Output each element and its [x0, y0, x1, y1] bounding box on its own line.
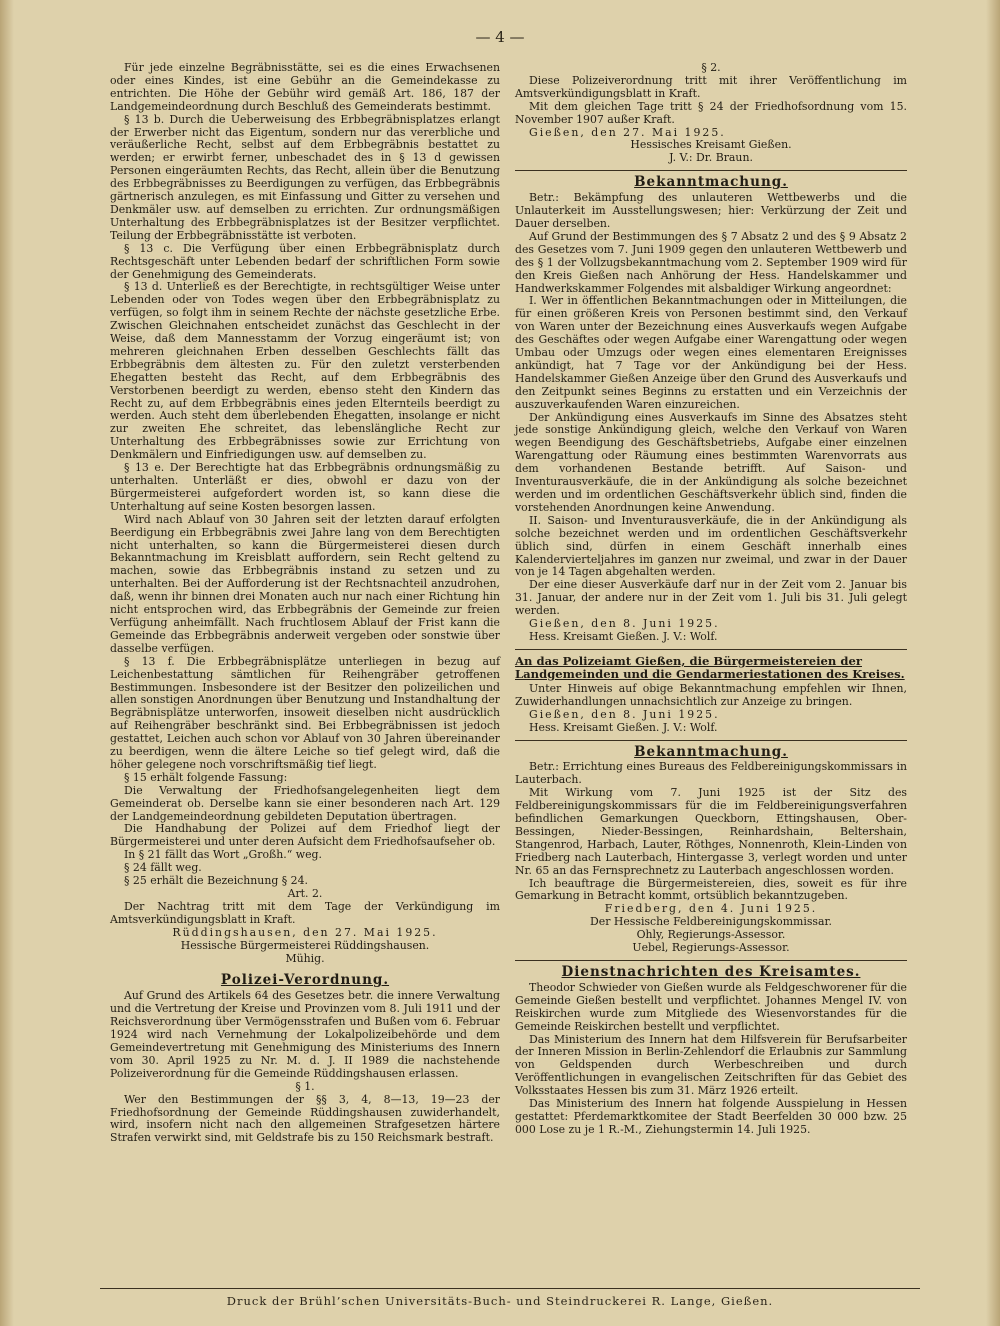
printer-footer: Druck der Brühl’schen Universitäts-Buch- und Steindruckerei R. Lange, Gießen. [226, 1294, 774, 1308]
paragraph: § 25 erhält die Bezeichnung § 24. [124, 874, 308, 888]
paragraph: § 15 erhält folgende Fassung: [124, 770, 288, 784]
section-divider [515, 170, 907, 171]
section-divider [515, 960, 907, 961]
paragraph: § 13 e. Der Berechtigte hat das Erbbegräbnis ordnungsmäßig zu unterhalten. Unterläßt er dies, obwohl er dazu von der Bürgermeisterei aufgefordert worden ist, so kann diese die Unterhaltung auf seine Kosten besorgen lassen. [110, 461, 500, 513]
paragraph: Gießen, den 27. Mai 1925. [529, 125, 726, 139]
paragraph: Mit Wirkung vom 7. Juni 1925 ist der Sitz des Feldbereinigungskommissars für die im Feldbereinigungsverfahren befindlichen Gemarkungen Queckborn, Ettingshausen, Ober-Bessingen, Nieder-Bessingen, Reinhardshain, Beltershain, Stangenrod, Harbach, Lauter, Röthges, Nonnenroth, Klein-Linden von Friedberg nach Lauterbach, Hintergasse 3, verlegt worden und unter Nr. 65 an das Fernsprechnetz zu Lauterbach angeschlossen worden. [515, 786, 907, 877]
paragraph: Wer den Bestimmungen der §§ 3, 4, 8—13, 19—23 der Friedhofsordnung der Gemeinde Rüddingshausen zuwiderhandelt, wird, insofern nicht nach den allgemeinen Strafgesetzen härtere Strafen verwirkt sind, mit Geldstrafe bis zu 150 Reichsmark bestraft. [110, 1092, 500, 1145]
section-heading: Bekanntmachung. [634, 174, 788, 191]
paragraph: In § 21 fällt das Wort „Großh.“ weg. [124, 848, 322, 862]
centered-line: § 2. [701, 61, 721, 74]
centered-line: Hessische Bürgermeisterei Rüddingshausen. [180, 938, 430, 952]
paragraph: Mit dem gleichen Tage tritt § 24 der Friedhofsordnung vom 15. November 1907 außer Kraft. [515, 99, 907, 126]
paragraph: § 24 fällt weg. [124, 861, 202, 875]
centered-line: Uebel, Regierungs-Assessor. [632, 941, 790, 955]
paragraph: Theodor Schwieder von Gießen wurde als Feldgeschworener für die Gemeinde Gießen bestellt und verpflichtet. Johannes Mengel IV. von Reiskirchen wurde zum Mitgliede des Wiesenvorstandes für die Gemeinde Reiskirchen bestellt und verpflichtet. [515, 980, 907, 1033]
paragraph: II. Saison- und Inventurausverkäufe, die in der Ankündigung als solche bezeichnet werden und im ordentlichen Geschäftsverkehr üblich sind, dürfen in einem Geschäft innerhalb eines Kalendervierteljahres im ganzen nur zweimal, und zwar in der Dauer von je 14 Tagen abgehalten werden. [515, 513, 907, 579]
paragraph: § 13 f. Die Erbbegräbnisplätze unterliegen in bezug auf Leichenbestattung sämtlichen für Reihengräber getroffenen Bestimmungen. Insbesondere ist der Besitzer den polizeilichen und allen sonstigen Anordnungen über Benutzung und Instandhaltung der Begräbnisplätze unterworfen, insoweit dieselben nicht ausdrücklich auf Reihengräber beschränkt sind. Bei Erbbegräbnissen ist jedoch gestattet, Leichen auch schon vor Ablauf von 30 Jahren übereinander zu beerdigen, wenn die ältere Leiche so tief gelegt wird, daß die höher gelegene noch vorschriftsmäßig tief liegt. [110, 654, 500, 771]
paragraph: Der eine dieser Ausverkäufe darf nur in der Zeit vom 2. Januar bis 31. Januar, der andere nur in der Zeit vom 1. Juli bis 31. Juli gelegt werden. [515, 578, 907, 618]
paragraph: Für jede einzelne Begräbnisstätte, sei es die eines Erwachsenen oder eines Kindes, ist eine Gebühr an die Gemeindekasse zu entrichten. Die Höhe der Gebühr wird gemäß Art. 186, 187 der Landgemeindeordnung durch Beschluß des Gemeinderats bestimmt. [110, 61, 500, 113]
paragraph: Die Verwaltung der Friedhofsangelegenheiten liegt dem Gemeinderat ob. Derselbe kann sie einer besonderen nach Art. 129 der Landgemeindeordnung gebildeten Deputation übertragen. [110, 783, 500, 823]
page-number: — 4 — [475, 28, 525, 46]
paragraph: Gießen, den 8. Juni 1925. [529, 707, 720, 721]
paragraph: I. Wer in öffentlichen Bekanntmachungen oder in Mitteilungen, die für einen größeren Kreis von Personen bestimmt sind, den Verkauf von Waren unter der Bezeichnung eines Ausverkaufs wegen Aufgabe des Geschäftes oder wegen Aufgabe einer Warengattung oder wegen Umbau oder Umzugs oder wegen eines elementaren Ereignisses ankündigt, hat 7 Tage vor der Ankündigung bei der Hess. Handelskammer Gießen Anzeige über den Grund des Ausverkaufs und den Zeitpunkt seines Beginns zu erstatten und ein Verzeichnis der auszuverkaufenden Waren einzureichen. [515, 294, 907, 411]
paragraph: Auf Grund des Artikels 64 des Gesetzes betr. die innere Verwaltung und die Vertretung der Kreise und Provinzen vom 8. Juli 1911 und der Reichsverordnung über Vermögensstrafen und Bußen vom 6. Februar 1924 wird nach Vernehmung der Lokalpolizeibehörde und dem Gemeindevertretung mit Genehmigung des Ministeriums des Innern vom 30. April 1925 zu Nr. M. d. J. II 1989 die nachstehende Polizeiverordnung für die Gemeinde Rüddingshausen erlassen. [110, 989, 500, 1080]
paragraph: Betr.: Errichtung eines Bureaus des Feldbereinigungskommissars in Lauterbach. [515, 760, 907, 787]
paragraph: § 13 d. Unterließ es der Berechtigte, in rechtsgültiger Weise unter Lebenden oder von Todes wegen über den Erbbegräbnisplatz zu verfügen, so folgt ihm in seinem Rechte der nächste gesetzliche Erbe. Zwischen Gleichnahen entscheidet zunächst das Geschlecht in der Weise, daß dem Mannesstamm der Vorzug eingeräumt ist; von mehreren gleichnahen Erben desselben Geschlechts fällt das Erbbegräbnis dem ältesten zu. Für den zuletzt versterbenden Ehegatten besteht das Recht, auf dem Erbbegräbnis des Verstorbenen beerdigt zu werden, ebenso steht den Kindern das Recht zu, auf dem Erbbegräbnis eines jeden Elternteils beerdigt zu werden. Auch steht dem überlebenden Ehegatten, insolange er nicht zur zweiten Ehe schreitet, das lebenslängliche Recht zur Unterhaltung des Erbbegräbnisses sowie zur Errichtung von Denkmälern und Einfriedigungen usw. auf demselben zu. [110, 280, 500, 462]
paragraph: § 13 c. Die Verfügung über einen Erbbegräbnisplatz durch Rechtsgeschäft unter Lebenden bedarf der schriftlichen Form sowie der Genehmigung des Gemeinderats. [110, 241, 500, 281]
section-heading: Dienstnachrichten des Kreisamtes. [561, 964, 861, 980]
centered-line: Hessisches Kreisamt Gießen. [630, 138, 792, 152]
footer-rule [100, 1288, 920, 1289]
paragraph: Hess. Kreisamt Gießen. J. V.: Wolf. [529, 720, 718, 734]
centered-line: Mühig. [285, 951, 325, 965]
paragraph: Betr.: Bekämpfung des unlauteren Wettbewerbs und die Unlauterkeit im Ausstellungswesen; hier: Verkürzung der Zeit und Dauer derselben. [515, 191, 907, 230]
paragraph: Hess. Kreisamt Gießen. J. V.: Wolf. [529, 629, 718, 643]
section-heading: Bekanntmachung. [634, 743, 788, 760]
section-divider [515, 649, 907, 650]
section-divider [515, 740, 907, 741]
paragraph: Auf Grund der Bestimmungen des § 7 Absatz 2 und des § 9 Absatz 2 des Gesetzes vom 7. Juni 1909 gegen den unlauteren Wettbewerb und des § 1 der Vollzugsbekanntmachung vom 2. September 1909 wird für den Kreis Gießen nach Anhörung der Hess. Handelskammer und Handwerkskammer Folgendes mit alsbaldiger Wirkung angeordnet: [515, 229, 907, 295]
centered-line: J. V.: Dr. Braun. [669, 151, 753, 165]
spacer [110, 965, 500, 969]
address-heading: An das Polizeiamt Gießen, die Bürgermeistereien der Landgemeinden und die Gendarmeriestationen des Kreises. [515, 653, 905, 681]
paragraph: Unter Hinweis auf obige Bekanntmachung empfehlen wir Ihnen, Zuwiderhandlungen unnachsichtlich zur Anzeige zu bringen. [515, 681, 907, 708]
left-column [110, 62, 500, 1145]
centered-line: Rüddingshausen, den 27. Mai 1925. [172, 925, 438, 939]
paragraph: Der Ankündigung eines Ausverkaufs im Sinne des Absatzes steht jede sonstige Ankündigung gleich, welche den Verkauf von Waren wegen Beendigung des Geschäftsbetriebs, Aufgabe einer einzelnen Warengattung oder Räumung eines bestimmten Warenvorrats aus dem vorhandenen Bestande betrifft. Auf Saison- und Inventurausverkäufe, die in der Ankündigung als solche bezeichnet werden und im ordentlichen Geschäftsverkehr üblich sind, finden die vorstehenden Anordnungen keine Anwendung. [515, 410, 907, 514]
paragraph: Wird nach Ablauf von 30 Jahren seit der letzten darauf erfolgten Beerdigung ein Erbbegräbnis zwei Jahre lang von dem Berechtigten nicht unterhalten, so kann die Bürgermeisterei diesen durch Bekanntmachung im Kreisblatt auffordern, sein Recht geltend zu machen, sowie das Erbbegräbnis instand zu setzen und zu unterhalten. Bei der Aufforderung ist der Rechtsnachteil anzudrohen, daß, wenn ihr binnen drei Monaten auch nur nach einer Richtung hin nicht entsprochen wird, das Erbbegräbnis der Gemeinde zur freien Verfügung anheimfällt. Nach fruchtlosem Ablauf der Frist kann die Gemeinde das Erbbegräbnis anderweit vergeben oder sonstwie über dasselbe verfügen. [110, 512, 500, 655]
section-heading: Polizei-Verordnung. [220, 972, 390, 989]
page-edge-left [0, 0, 14, 1326]
paragraph: Gießen, den 8. Juni 1925. [529, 617, 720, 631]
centered-line: Art. 2. [287, 887, 323, 900]
right-column [515, 62, 907, 1137]
centered-line: Friedberg, den 4. Juni 1925. [604, 902, 818, 916]
paragraph: Die Handhabung der Polizei auf dem Friedhof liegt der Bürgermeisterei und unter deren Aufsicht dem Friedhofsaufseher ob. [110, 822, 500, 849]
paragraph: Diese Polizeiverordnung tritt mit ihrer Veröffentlichung im Amtsverkündigungsblatt in Kraft. [515, 73, 907, 100]
centered-line: § 1. [295, 1079, 315, 1093]
page-edge-right [986, 0, 1000, 1326]
paragraph: Das Ministerium des Innern hat dem Hilfsverein für Berufsarbeiter der Inneren Mission in Berlin-Zehlendorf die Erlaubnis zur Sammlung von Geldspenden durch Werbeschreiben und durch Veröffentlichungen in evangelischen Zeitschriften für das Gebiet des Volksstaates Hessen bis zum 31. März 1926 erteilt. [515, 1032, 907, 1098]
paragraph: Ich beauftrage die Bürgermeistereien, dies, soweit es für ihre Gemarkung in Betracht kommt, ortsüblich bekanntzugeben. [515, 876, 907, 903]
centered-line: Der Hessische Feldbereinigungskommissar. [590, 915, 832, 929]
paragraph: Das Ministerium des Innern hat folgende Ausspielung in Hessen gestattet: Pferdemarktkomitee der Stadt Beerfelden 30 000 bzw. 25 000 Lose zu je 1 R.-M., Ziehungstermin 14. Juli 1925. [515, 1097, 907, 1136]
paragraph: Der Nachtrag tritt mit dem Tage der Verkündigung im Amtsverkündigungsblatt in Kraft. [110, 899, 500, 926]
centered-line: Ohly, Regierungs-Assessor. [636, 928, 786, 942]
paragraph: § 13 b. Durch die Ueberweisung des Erbbegräbnisplatzes erlangt der Erwerber nicht das Eigentum, sondern nur das vererbliche und veräußerliche Recht, selbst auf dem Erbbegräbnis bestattet zu werden; er erwirbt ferner, unbeschadet des in § 13 d gewissen Personen eingeräumten Rechts, das Recht, allein über die Benutzung des Erbbegräbnisses zu Beerdigungen zu verfügen, das Erbbegräbnis gärtnerisch anzulegen, es mit Einfassung und Gitter zu versehen und Denkmäler usw. auf demselben zu errichten. Zur ordnungsmäßigen Unterhaltung des Erbbegräbnisplatzes ist der Besitzer verpflichtet. Teilung der Erbbegräbnisstätte ist verboten. [110, 112, 500, 242]
